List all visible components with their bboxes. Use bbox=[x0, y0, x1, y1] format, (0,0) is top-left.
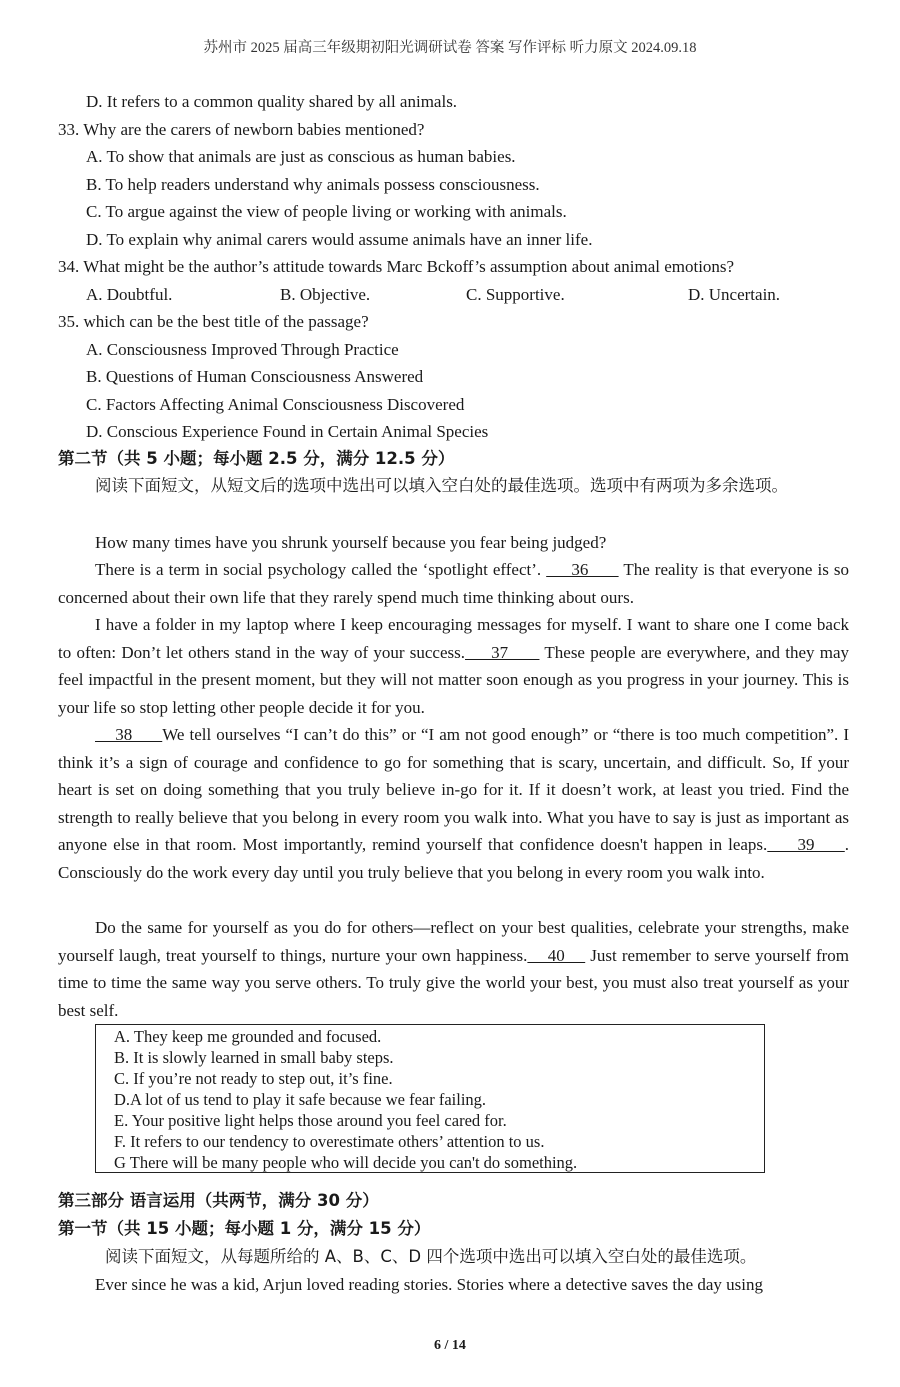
option-c: C. If you’re not ready to step out, it’s fine. bbox=[114, 1069, 393, 1088]
paragraph-3-text-before: I have a folder in my laptop where I keep encouraging messages for myself. I want to share one I come back to often: Don’t let others stand in the way of your success. bbox=[58, 615, 849, 662]
passage-paragraph-1 bbox=[58, 529, 849, 557]
passage-paragraph-5 bbox=[58, 914, 849, 1024]
option-a: A. They keep me grounded and focused. bbox=[114, 1027, 382, 1046]
page-header: 苏州市 2025 届高三年级期初阳光调研试卷 答案 写作评标 听力原文 2024.09.18 bbox=[203, 40, 697, 56]
q34-option-c: C. Supportive. bbox=[466, 285, 565, 304]
option-d: D.A lot of us tend to play it safe because we fear failing. bbox=[114, 1090, 487, 1109]
section2-heading: 第二节（共 5 小题；每小题 2.5 分，满分 12.5 分） bbox=[58, 449, 455, 468]
part3-paragraph-1 bbox=[58, 1271, 849, 1299]
blank-36: 36 bbox=[546, 560, 619, 579]
passage-paragraph-4 bbox=[58, 721, 849, 886]
option-g: G There will be many people who will decide you can't do something. bbox=[114, 1153, 578, 1172]
paragraph-2-text-after: The reality is that everyone is so concerned about their own life that they rarely spend much time thinking about ours. bbox=[58, 560, 849, 607]
q33-stem: 33. Why are the carers of newborn babies mentioned? bbox=[58, 120, 425, 139]
q34-option-d: D. Uncertain. bbox=[688, 285, 781, 304]
paragraph-5-text-after: Just remember to serve yourself from time to time the same way you serve others. To truly give the world your best, you must also treat yourself as your best self. bbox=[58, 945, 850, 1020]
part3-instruction: 阅读下面短文，从每题所给的 A、B、C、D 四个选项中选出可以填入空白处的最佳选项。 bbox=[105, 1247, 757, 1266]
q35-stem: 35. which can be the best title of the passage? bbox=[58, 312, 369, 331]
q32-option-d: D. It refers to a common quality shared by all animals. bbox=[86, 92, 458, 111]
q33-option-c: C. To argue against the view of people living or working with animals. bbox=[86, 202, 567, 221]
paragraph-4-text-end: . Consciously do the work every day until you truly believe that you belong in every room you walk into. bbox=[58, 835, 850, 882]
paragraph-4-text: We tell ourselves “I can’t do this” or “I am not good enough” or “there is too much competition”. I think it’s a sign of courage and confidence to go for something that is scary, uncertain, and difficult. So, If your heart is set on doing something that you truly believe in-go for it. If it doesn’t work, at least you tried. Find the strength to really believe that you belong in every room you walk into. What you have to say is just as important as anyone else in that room. Most importantly, remind yourself that confidence doesn't happen in leaps. bbox=[58, 725, 849, 854]
part3-heading: 第三部分 语言运用（共两节，满分 30 分） bbox=[58, 1191, 379, 1210]
paragraph-5-text-before: Do the same for yourself as you do for others—reflect on your best qualities, celebrate your strengths, make yourself laugh, treat yourself to things, nurture your own happiness. bbox=[58, 918, 849, 965]
q34-option-a: A. Doubtful. bbox=[86, 285, 173, 304]
paragraph-1-text: How many times have you shrunk yourself because you fear being judged? bbox=[95, 533, 607, 552]
passage-paragraph-2 bbox=[58, 556, 849, 611]
q35-option-b: B. Questions of Human Consciousness Answered bbox=[86, 367, 424, 386]
option-e: E. Your positive light helps those around you feel cared for. bbox=[114, 1111, 507, 1130]
blank-38: 38 bbox=[95, 725, 163, 744]
part3-section1-heading: 第一节（共 15 小题；每小题 1 分，满分 15 分） bbox=[58, 1219, 431, 1238]
passage-paragraph-3 bbox=[58, 611, 849, 721]
q33-option-a: A. To show that animals are just as conscious as human babies. bbox=[86, 147, 516, 166]
page-number: 6 / 14 bbox=[434, 1338, 466, 1353]
paragraph-2-text-before: There is a term in social psychology called the ‘spotlight effect’. bbox=[95, 560, 547, 579]
section2-instruction: 阅读下面短文，从短文后的选项中选出可以填入空白处的最佳选项。选项中有两项为多余选项。 bbox=[95, 476, 788, 495]
q34-option-b: B. Objective. bbox=[280, 285, 371, 304]
blank-39: 39 bbox=[767, 835, 845, 854]
q34-stem: 34. What might be the author’s attitude towards Marc Bckoff’s assumption about animal emotions? bbox=[58, 257, 735, 276]
q33-option-b: B. To help readers understand why animals possess consciousness. bbox=[86, 175, 540, 194]
part3-paragraph-1-text: Ever since he was a kid, Arjun loved reading stories. Stories where a detective saves the day using bbox=[95, 1275, 763, 1294]
q33-option-d: D. To explain why animal carers would assume animals have an inner life. bbox=[86, 230, 593, 249]
paragraph-3-text-after: These people are everywhere, and they may feel impactful in the present moment, but they will not matter soon enough as you progress in your journey. This is your life so stop letting other people decide it for you. bbox=[58, 642, 850, 717]
option-f: F. It refers to our tendency to overestimate others’ attention to us. bbox=[114, 1132, 545, 1151]
q35-option-d: D. Conscious Experience Found in Certain Animal Species bbox=[86, 422, 489, 441]
options-box bbox=[95, 1024, 765, 1173]
q35-option-a: A. Consciousness Improved Through Practice bbox=[86, 340, 399, 359]
blank-37: 37 bbox=[465, 642, 540, 662]
blank-40: 40 bbox=[527, 945, 586, 965]
option-b: B. It is slowly learned in small baby steps. bbox=[114, 1048, 394, 1067]
q35-option-c: C. Factors Affecting Animal Consciousness Discovered bbox=[86, 395, 465, 414]
